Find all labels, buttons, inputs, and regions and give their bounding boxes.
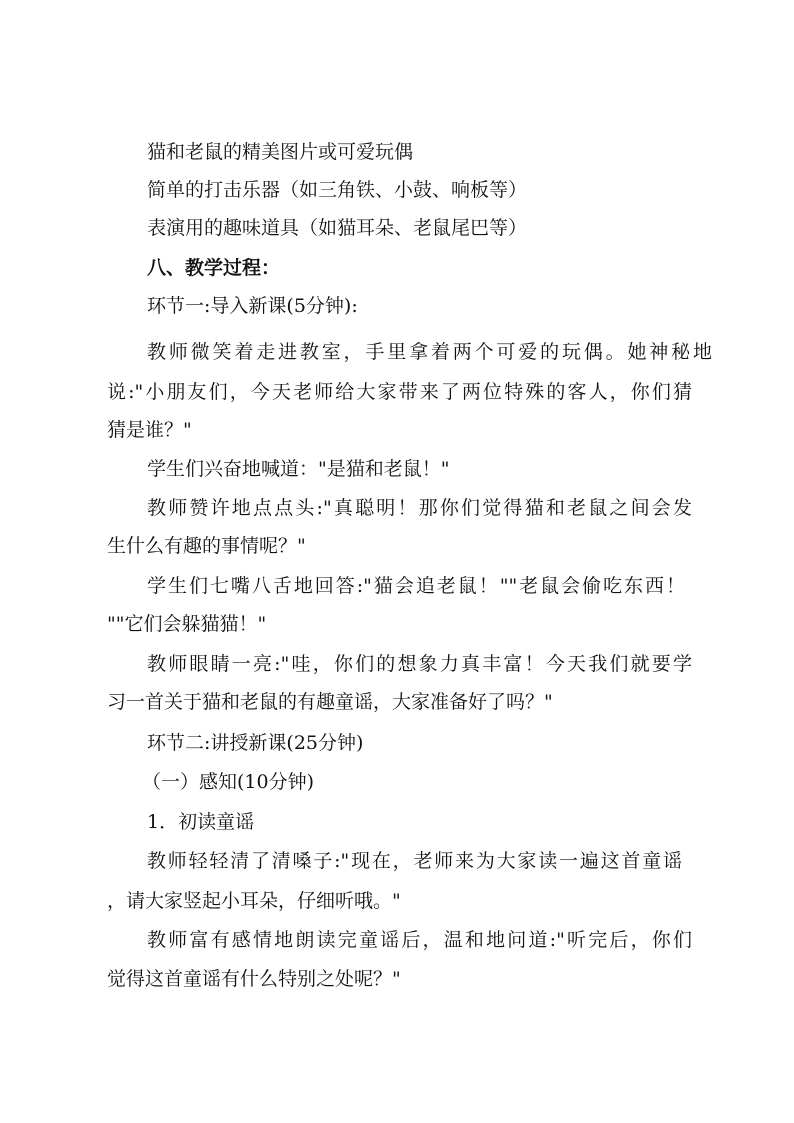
paragraph-line: 觉得这首童谣有什么特别之处呢？" (107, 968, 401, 990)
paragraph-line: ，请大家竖起小耳朵，仔细听哦。" (107, 890, 401, 912)
paragraph-line: 教师赞许地点点头:"真聪明！那你们觉得猫和老鼠之间会发 (147, 497, 692, 519)
paragraph-line: 生什么有趣的事情呢？" (107, 535, 306, 557)
paragraph-line: 说:"小朋友们，今天老师给大家带来了两位特殊的客人，你们猜 (107, 381, 692, 403)
paragraph-line: 学生们七嘴八舌地回答:"猫会追老鼠！""老鼠会偷吃东西！ (147, 575, 685, 597)
materials-item-pictures: 猫和老鼠的精美图片或可爱玩偶 (147, 141, 414, 163)
paragraph-line: 教师富有感情地朗读完童谣后，温和地问道:"听完后，你们 (147, 929, 692, 951)
subsection-heading-perception: （一）感知(10分钟) (142, 771, 315, 793)
section-heading-teaching-process: 八、教学过程： (147, 257, 281, 279)
materials-item-instruments: 简单的打击乐器（如三角铁、小鼓、响板等） (147, 179, 528, 201)
paragraph-line: 教师眼睛一亮:"哇，你们的想象力真丰富！今天我们就要学 (147, 653, 692, 675)
step-one-heading: 环节一:导入新课(5分钟): (147, 295, 358, 317)
paragraph-line: 学生们兴奋地喊道："是猫和老鼠！" (147, 458, 450, 480)
paragraph-line: 猜是谁？" (107, 419, 192, 441)
paragraph-line: 习一首关于猫和老鼠的有趣童谣，大家准备好了吗？" (107, 691, 553, 713)
paragraph-line: 教师轻轻清了清嗓子:"现在，老师来为大家读一遍这首童谣 (147, 850, 682, 872)
step-two-heading: 环节二:讲授新课(25分钟) (147, 732, 364, 754)
subsection-item-first-reading: 1．初读童谣 (147, 811, 255, 833)
paragraph-line: 教师微笑着走进教室，手里拿着两个可爱的玩偶。她神秘地 (147, 341, 712, 363)
paragraph-line: ""它们会躲猫猫！" (107, 613, 267, 635)
materials-item-props: 表演用的趣味道具（如猫耳朵、老鼠尾巴等） (147, 217, 528, 239)
